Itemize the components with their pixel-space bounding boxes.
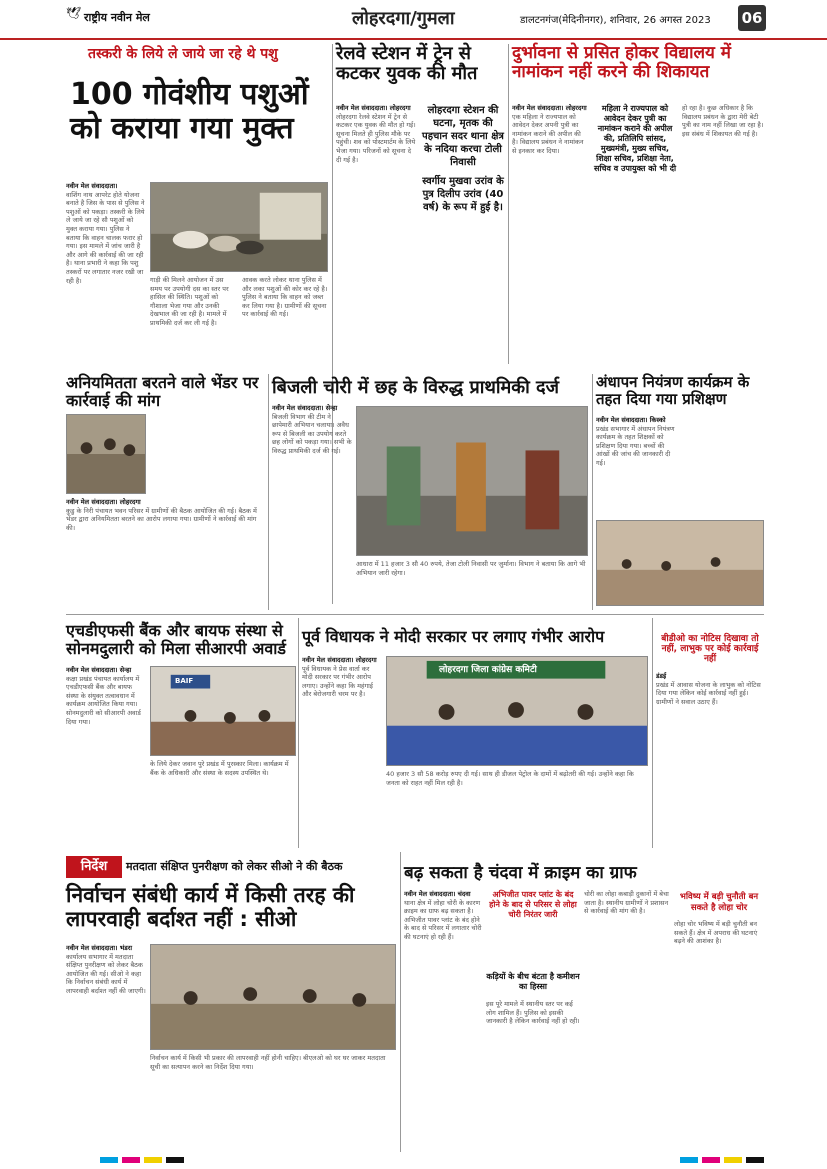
story10-strip-label: निर्देश bbox=[66, 856, 122, 878]
story10-col2: निर्वाचन कार्य में किसी भी प्रकार की लापरवाही नहीं होनी चाहिए। बीएलओ को घर घर जाकर मतदाता सूची का सत्यापन करने का निर्देश दिया गया। bbox=[150, 1054, 386, 1071]
registration-mark bbox=[100, 1157, 118, 1163]
column-divider bbox=[268, 374, 269, 610]
registration-mark bbox=[724, 1157, 742, 1163]
story1-photo-cattle bbox=[150, 182, 328, 272]
story9-headline: बीडीओ का नोटिस दिखावा तो नहीं, लाभुक पर कोई कार्रवाई नहीं bbox=[661, 634, 759, 665]
story2-callout-text-2: स्वर्गीय मुखवा उरांव के पुत्र दिलीप उरांव (40 वर्ष) के रूप में हुई है। bbox=[422, 176, 504, 213]
baif-logo: BAIF bbox=[175, 677, 194, 685]
story1-headline: 100 गोवंशीय पशुओं को कराया गया मुक्त bbox=[70, 77, 309, 146]
story5-headline: बिजली चोरी में छह के विरुद्ध प्राथमिकी दर्ज bbox=[272, 377, 559, 398]
story4-headline: अनियमितता बरतने वाले भेंडर पर कार्रवाई की मांग bbox=[66, 373, 259, 410]
page-number: 06 bbox=[738, 5, 766, 31]
story11-col3: चोरी का लोहा कबाड़ी दुकानों में बेचा जाता है। स्थानीय ग्रामीणों ने प्रशासन से कार्रवाई की मांग की है। bbox=[584, 890, 669, 916]
story6-byline: नवीन मेल संवाददाता। किस्को bbox=[596, 416, 666, 424]
edition-title: लोहरदगा/गुमला bbox=[352, 8, 455, 29]
masthead bbox=[0, 0, 827, 40]
story8-col2: 40 हजार 3 सौ 58 करोड़ रुपए दी गई। साथ ही डीजल पेट्रोल के दामों में बढ़ोतरी की गई। उन्होंने कहा कि जनता को राहत नहीं मिल रही है। bbox=[386, 770, 634, 787]
story10-headline: निर्वाचन संबंधी कार्य में किसी तरह की लापरवाही बर्दाश्त नहीं : सीओ bbox=[66, 883, 355, 931]
column-divider bbox=[400, 852, 401, 1152]
story1-col1: नवीन मेल संवाददाता। वाशिंग नाथ आपरेट होते योजना बनाते है जिस के पास से पुलिस ने पशुओं को पकड़ा। तस्करी के लिये ले जाये जा रहे सौ पशुओं को मुक्त कराया गया। पुलिस ने बताया कि वाहन चालक फरार हो गया। इस मामले में जांच जारी है और आगे की कार्रवाई की जा रही है। थाना प्रभारी ने कहा कि पशु तस्करों पर लगातार नजर रखी जा रही है। bbox=[66, 182, 145, 285]
story10-byline: नवीन मेल संवाददाता। भंडरा bbox=[66, 944, 133, 952]
column-divider bbox=[592, 374, 593, 610]
story5-byline: नवीन मेल संवाददाता। सेन्हा bbox=[272, 404, 338, 412]
story2-callout-text: लोहरदगा स्टेशन की घटना, मृतक की पहचान सदर थाना क्षेत्र के नदिया करचा टोली निवासी bbox=[422, 105, 504, 168]
registration-mark bbox=[122, 1157, 140, 1163]
story5-photo-raid bbox=[356, 406, 588, 556]
story9-byline: डंडई bbox=[656, 672, 667, 680]
story5-col1: नवीन मेल संवाददाता। सेन्हा बिजली विभाग की टीम ने छापेमारी अभियान चलाया। अवैध रूप से बिजली का उपयोग करते छह लोगों को पकड़ा गया। सभी के विरुद्ध प्राथमिकी दर्ज की गई। bbox=[272, 404, 352, 455]
story11-col1: नवीन मेल संवाददाता। चंदवा थाना क्षेत्र में लोहा चोरी के कारण क्राइम का ग्राफ बढ़ सकता है। अभिजीत पावर प्लांट के बंद होने के बाद से परिसर में लगातार चोरी की घटनाएं हो रही हैं। bbox=[404, 890, 484, 1156]
story11-callout: अभिजीत पावर प्लांट के बंद होने के बाद से परिसर से लोहा चोरी निरंतर जारी bbox=[489, 890, 577, 919]
story2-byline: नवीन मेल संवाददाता। लोहरदगा bbox=[336, 104, 411, 112]
story1-byline: नवीन मेल संवाददाता। bbox=[66, 182, 118, 190]
story1-col3: आवक करते लोकर थाना पुलिस में और लका पशुओं की कोर कर रहे है। पुलिस ने बताया कि वाहन को जब्त कर लिया गया है। ग्रामीणों की सूचना पर कार्रवाई की गई। bbox=[242, 276, 328, 319]
story8-byline: नवीन मेल संवाददाता। लोहरदगा bbox=[302, 656, 377, 664]
story2-callout bbox=[420, 104, 506, 214]
story8-headline: पूर्व विधायक ने मोदी सरकार पर लगाए गंभीर आरोप bbox=[302, 627, 605, 646]
story11-callout-2: कड़ियों के बीच बंटता है कमीशन का हिस्सा bbox=[486, 972, 580, 991]
registration-mark bbox=[166, 1157, 184, 1163]
dateline: डालटनगंज(मेदिनीनगर), शनिवार, 26 अगस्त 2023 bbox=[520, 15, 711, 26]
story1-kicker: तस्करी के लिये ले जाये जा रहे थे पशु bbox=[88, 46, 278, 62]
story3-byline: नवीन मेल संवाददाता। लोहरदगा bbox=[512, 104, 587, 112]
story10-strip-text: मतदाता संक्षिप्त पुनरीक्षण को लेकर सीओ ने की बैठक bbox=[126, 860, 343, 873]
congress-banner: लोहरदगा जिला कांग्रेस कमिटी bbox=[439, 665, 537, 675]
story7-col2: के लिये देकर जवान पुरे प्रखंड में पुरस्कार मिला। कार्यक्रम में बैंक के अधिकारी और संस्था के सदस्य उपस्थित थे। bbox=[150, 760, 289, 777]
story11-byline: नवीन मेल संवाददाता। चंदवा bbox=[404, 890, 471, 898]
registration-mark bbox=[144, 1157, 162, 1163]
story7-byline: नवीन मेल संवाददाता। सेन्हा bbox=[66, 666, 132, 674]
brand-name: राष्ट्रीय नवीन मेल bbox=[84, 11, 150, 24]
story7-col1: नवीन मेल संवाददाता। सेन्हा कक्षा प्रखंड पंचायत कार्यालय में एचडीएफसी बैंक और बायफ संस्था के संयुक्त तत्वावधान में कार्यक्रम आयोजित किया गया। सोनमदुलारी को सीआरपी अवार्ड दिया गया। bbox=[66, 666, 146, 846]
story4-photo-meeting bbox=[66, 414, 146, 494]
story6-photo-training bbox=[596, 520, 764, 606]
column-divider bbox=[652, 618, 653, 848]
story8-photo-press bbox=[386, 656, 648, 766]
registration-mark bbox=[680, 1157, 698, 1163]
story8-col1: नवीन मेल संवाददाता। लोहरदगा पूर्व विधायक ने प्रेस वार्ता कर मोदी सरकार पर गंभीर आरोप लगाए। उन्होंने कहा कि महंगाई और बेरोजगारी चरम पर है। bbox=[302, 656, 382, 846]
registration-mark bbox=[746, 1157, 764, 1163]
registration-mark bbox=[702, 1157, 720, 1163]
story11-headline: बढ़ सकता है चंदवा में क्राइम का ग्राफ bbox=[404, 863, 637, 883]
column-divider bbox=[298, 618, 299, 848]
story7-photo-award bbox=[150, 666, 296, 756]
story3-col1: नवीन मेल संवाददाता। लोहरदगा एक महिला ने राज्यपाल को आवेदन देकर अपनी पुत्री का नामांकन कराने की अपील की है। विद्यालय प्रबंधन ने नामांकन से इनकार कर दिया। bbox=[512, 104, 587, 155]
story6-col: नवीन मेल संवाददाता। किस्को प्रखंड सभागार में अंधापन नियंत्रण कार्यक्रम के तहत शिक्षकों को प्रशिक्षण दिया गया। बच्चों की आंखों की जांच की जानकारी दी गई। bbox=[596, 416, 675, 467]
story2-col1: नवीन मेल संवाददाता। लोहरदगा लोहरदगा रेलवे स्टेशन में ट्रेन से कटकर एक युवक की मौत हो गई। सूचना मिलते ही पुलिस मौके पर पहुंची। शव को पोस्टमार्टम के लिये भेजा गया। परिजनों को सूचना दे दी गई है। bbox=[336, 104, 416, 164]
story3-callout: महिला ने राज्यपाल को आवेदन देकर पुत्री का नामांकन कराने की अपील की, प्रतिलिपि सांसद, मुख्यमंत्री, मुख्य सचिव, शिक्षा सचिव, प्रशिक्षा नेता, सचिव व उपायुक्त को भी दी bbox=[593, 104, 677, 173]
story10-col1: नवीन मेल संवाददाता। भंडरा कार्यालय सभागार में मतदाता संक्षिप्त पुनरीक्षण को लेकर बैठक आयोजित की गई। सीओ ने कहा कि निर्वाचन संबंधी कार्य में लापरवाही बर्दाश्त नहीं की जाएगी। bbox=[66, 944, 146, 995]
story11-col4: लोहा चोर भविष्य में बड़ी चुनौती बन सकते हैं। क्षेत्र में अपराध की घटनाएं बढ़ने की आशंका है। bbox=[674, 920, 758, 946]
story1-col2: गाड़ी की मिलने आयोजन में उस समय पर उपयोगी दस का स्तर पर हासिल की स्थिति। पशुओं को गौशाला भेजा गया और उनकी देखभाल की जा रही है। मामले में प्राथमिकी दर्ज कर ली गई है। bbox=[150, 276, 229, 327]
column-divider bbox=[508, 44, 509, 364]
story11-side-callout: भविष्य में बड़ी चुनौती बन सकते है लोहा चोर bbox=[679, 892, 759, 913]
story11-col2: इस पूरे मामले में स्थानीय स्तर पर कई लोग शामिल हैं। पुलिस को इसकी जानकारी है लेकिन कार्रवाई नहीं हो रही। bbox=[486, 1000, 580, 1026]
story6-headline: अंधापन नियंत्रण कार्यक्रम के तहत दिया गया प्रशिक्षण bbox=[596, 373, 750, 408]
story4-byline: नवीन मेल संवाददाता। लोहरदगा bbox=[66, 498, 141, 506]
horizontal-rule bbox=[66, 614, 764, 615]
story4-col: नवीन मेल संवाददाता। लोहरदगा कुडु के निरी पंचायत भवन परिसर में ग्रामीणों की बैठक आयोजित की गई। बैठक में भेंडर द्वारा अनियमितता बरतने का आरोप लगाया गया। ग्रामीणों ने कार्रवाई की मांग की। bbox=[66, 498, 266, 612]
story2-headline: रेलवे स्टेशन में ट्रेन से कटकर युवक की मौत bbox=[336, 43, 478, 85]
story5-col2: आधारा में 11 हजार 3 सौ 40 रुपये, तेजा टोली निवासी पर जुर्माना। विभाग ने बताया कि आगे भी अभियान जारी रहेगा। bbox=[356, 560, 586, 577]
story3-col3: हो रहा है। कुछ अधिकार है कि विद्यालय प्रबंधन के द्वारा मेरी बेटी पुत्री का नाम नहीं लिखा जा रहा है। इस संबंध में शिकायत की गई है। bbox=[682, 104, 764, 138]
story7-headline: एचडीएफसी बैंक और बायफ संस्था से सोनमदुलारी को मिला सीआरपी अवार्ड bbox=[66, 621, 286, 658]
bird-logo-icon: 🕊 bbox=[66, 6, 82, 20]
story10-photo-meeting bbox=[150, 944, 396, 1050]
story9-col: डंडई प्रखंड में आवास योजना के लाभुक को नोटिस दिया गया लेकिन कोई कार्रवाई नहीं हुई। ग्रामीणों ने सवाल उठाए हैं। bbox=[656, 672, 764, 848]
story3-headline: दुर्भावना से प्रसित होकर विद्यालय में नामांकन नहीं करने की शिकायत bbox=[512, 43, 731, 83]
